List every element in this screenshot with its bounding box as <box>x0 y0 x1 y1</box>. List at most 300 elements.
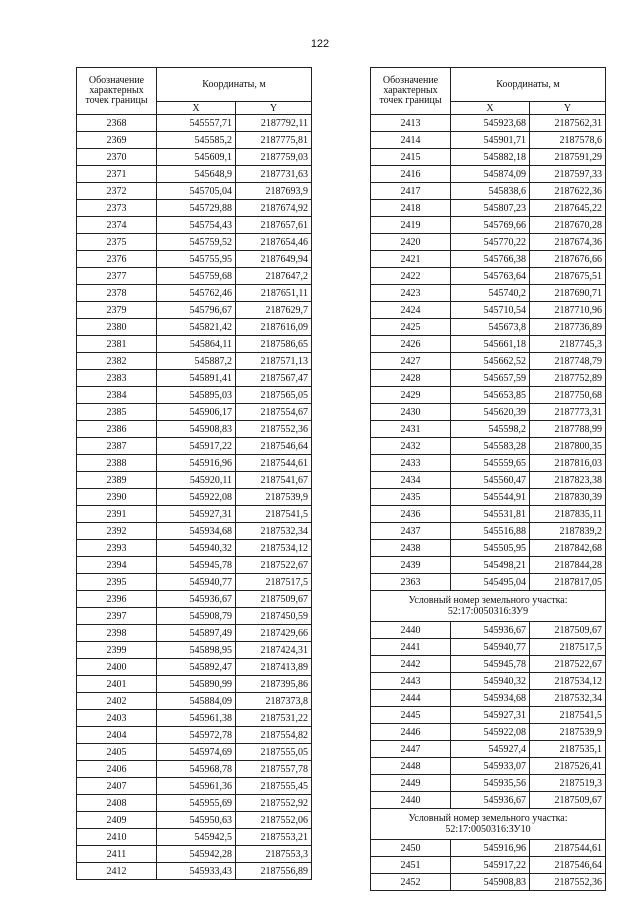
table-row <box>77 608 312 625</box>
point-id-cell: 2416 <box>371 166 451 183</box>
x-coordinate-cell: 545908,79 <box>157 608 236 625</box>
table-row <box>77 455 312 472</box>
x-coordinate-cell: 545882,18 <box>451 149 530 166</box>
y-coordinate-cell: 2187816,03 <box>530 455 606 472</box>
table-row <box>371 540 606 557</box>
header-y-label: Y <box>530 102 606 115</box>
point-id-cell: 2377 <box>77 268 157 285</box>
table-row <box>371 639 606 656</box>
x-coordinate-cell: 545906,17 <box>157 404 236 421</box>
point-id-cell: 2421 <box>371 251 451 268</box>
point-id-cell: 2391 <box>77 506 157 523</box>
x-coordinate-cell: 545901,71 <box>451 132 530 149</box>
point-id-cell: 2386 <box>77 421 157 438</box>
y-coordinate-cell: 2187532,34 <box>530 690 606 707</box>
x-coordinate-cell: 545890,99 <box>157 676 236 693</box>
x-coordinate-cell: 545898,95 <box>157 642 236 659</box>
table-row <box>77 234 312 251</box>
y-coordinate-cell: 2187522,67 <box>530 656 606 673</box>
point-id-cell: 2370 <box>77 149 157 166</box>
y-coordinate-cell: 2187645,22 <box>530 200 606 217</box>
header-point-label: Обозначение характерных точек границы <box>77 68 157 115</box>
point-id-cell: 2382 <box>77 353 157 370</box>
x-coordinate-cell: 545917,22 <box>157 438 236 455</box>
point-id-cell: 2436 <box>371 506 451 523</box>
y-coordinate-cell: 2187835,11 <box>530 506 606 523</box>
point-id-cell: 2413 <box>371 115 451 132</box>
table-row <box>371 115 606 132</box>
y-coordinate-cell: 2187830,39 <box>530 489 606 506</box>
point-id-cell: 2425 <box>371 319 451 336</box>
x-coordinate-cell: 545942,28 <box>157 846 236 863</box>
point-id-cell: 2428 <box>371 370 451 387</box>
y-coordinate-cell: 2187622,36 <box>530 183 606 200</box>
section-2-header <box>371 591 606 622</box>
x-coordinate-cell: 545583,28 <box>451 438 530 455</box>
y-coordinate-cell: 2187616,09 <box>236 319 312 336</box>
header-coords-label: Координаты, м <box>157 68 312 102</box>
point-id-cell: 2419 <box>371 217 451 234</box>
point-id-cell: 2434 <box>371 472 451 489</box>
x-coordinate-cell: 545505,95 <box>451 540 530 557</box>
y-coordinate-cell: 2187517,5 <box>236 574 312 591</box>
table-row <box>77 761 312 778</box>
table-row <box>371 132 606 149</box>
y-coordinate-cell: 2187750,68 <box>530 387 606 404</box>
y-coordinate-cell: 2187654,46 <box>236 234 312 251</box>
x-coordinate-cell: 545796,67 <box>157 302 236 319</box>
point-id-cell: 2411 <box>77 846 157 863</box>
table-row <box>371 775 606 792</box>
y-coordinate-cell: 2187649,94 <box>236 251 312 268</box>
y-coordinate-cell: 2187552,36 <box>530 874 606 891</box>
table-row <box>371 506 606 523</box>
point-id-cell: 2441 <box>371 639 451 656</box>
table-row <box>371 319 606 336</box>
x-coordinate-cell: 545673,8 <box>451 319 530 336</box>
table-row <box>371 455 606 472</box>
y-coordinate-cell: 2187555,05 <box>236 744 312 761</box>
table-row <box>77 829 312 846</box>
table-row <box>77 319 312 336</box>
table-row <box>371 353 606 370</box>
point-id-cell: 2420 <box>371 234 451 251</box>
x-coordinate-cell: 545940,77 <box>451 639 530 656</box>
table-row <box>77 795 312 812</box>
point-id-cell: 2414 <box>371 132 451 149</box>
y-coordinate-cell: 2187526,41 <box>530 758 606 775</box>
point-id-cell: 2404 <box>77 727 157 744</box>
point-id-cell: 2440 <box>371 792 451 809</box>
point-id-cell: 2401 <box>77 676 157 693</box>
page-number: 122 <box>310 38 330 50</box>
point-id-cell: 2423 <box>371 285 451 302</box>
point-id-cell: 2415 <box>371 149 451 166</box>
point-id-cell: 2375 <box>77 234 157 251</box>
x-coordinate-cell: 545922,08 <box>451 724 530 741</box>
table-row <box>371 370 606 387</box>
x-coordinate-cell: 545945,78 <box>451 656 530 673</box>
table-row <box>77 285 312 302</box>
x-coordinate-cell: 545940,77 <box>157 574 236 591</box>
y-coordinate-cell: 2187554,82 <box>236 727 312 744</box>
y-coordinate-cell: 2187555,45 <box>236 778 312 795</box>
x-coordinate-cell: 545940,32 <box>451 673 530 690</box>
table-row <box>371 574 606 591</box>
table-row <box>371 840 606 857</box>
table-row <box>371 200 606 217</box>
table-row <box>77 472 312 489</box>
point-id-cell: 2410 <box>77 829 157 846</box>
x-coordinate-cell: 545935,56 <box>451 775 530 792</box>
point-id-cell: 2383 <box>77 370 157 387</box>
y-coordinate-cell: 2187788,99 <box>530 421 606 438</box>
point-id-cell: 2403 <box>77 710 157 727</box>
x-coordinate-cell: 545927,4 <box>451 741 530 758</box>
y-coordinate-cell: 2187429,66 <box>236 625 312 642</box>
x-coordinate-cell: 545936,67 <box>451 792 530 809</box>
table-row <box>77 727 312 744</box>
x-coordinate-cell: 545920,11 <box>157 472 236 489</box>
x-coordinate-cell: 545498,21 <box>451 557 530 574</box>
x-coordinate-cell: 545557,71 <box>157 115 236 132</box>
y-coordinate-cell: 2187509,67 <box>530 792 606 809</box>
point-id-cell: 2432 <box>371 438 451 455</box>
header-coords-label: Координаты, м <box>451 68 606 102</box>
table-row <box>371 387 606 404</box>
point-id-cell: 2407 <box>77 778 157 795</box>
y-coordinate-cell: 2187553,21 <box>236 829 312 846</box>
point-id-cell: 2430 <box>371 404 451 421</box>
table-row <box>77 846 312 863</box>
x-coordinate-cell: 545961,38 <box>157 710 236 727</box>
point-id-cell: 2398 <box>77 625 157 642</box>
section-2-title: Условный номер земельного участка: 52:17:0050316:ЗУ9 <box>371 591 606 622</box>
y-coordinate-cell: 2187731,63 <box>236 166 312 183</box>
y-coordinate-cell: 2187844,28 <box>530 557 606 574</box>
x-coordinate-cell: 545891,41 <box>157 370 236 387</box>
x-coordinate-cell: 545770,22 <box>451 234 530 251</box>
y-coordinate-cell: 2187674,36 <box>530 234 606 251</box>
table-row <box>371 217 606 234</box>
x-coordinate-cell: 545531,81 <box>451 506 530 523</box>
y-coordinate-cell: 2187532,34 <box>236 523 312 540</box>
y-coordinate-cell: 2187670,28 <box>530 217 606 234</box>
x-coordinate-cell: 545585,2 <box>157 132 236 149</box>
y-coordinate-cell: 2187552,36 <box>236 421 312 438</box>
table-row <box>371 673 606 690</box>
table-row <box>371 741 606 758</box>
x-coordinate-cell: 545908,83 <box>451 874 530 891</box>
x-coordinate-cell: 545807,23 <box>451 200 530 217</box>
header-point-label: Обозначение характерных точек границы <box>371 68 451 115</box>
x-coordinate-cell: 545934,68 <box>451 690 530 707</box>
point-id-cell: 2450 <box>371 840 451 857</box>
table-row <box>77 132 312 149</box>
x-coordinate-cell: 545657,59 <box>451 370 530 387</box>
table-row <box>371 421 606 438</box>
point-id-cell: 2445 <box>371 707 451 724</box>
y-coordinate-cell: 2187674,92 <box>236 200 312 217</box>
table-row <box>77 778 312 795</box>
x-coordinate-cell: 545653,85 <box>451 387 530 404</box>
y-coordinate-cell: 2187839,2 <box>530 523 606 540</box>
right-table-body-part-3 <box>371 840 606 891</box>
y-coordinate-cell: 2187450,59 <box>236 608 312 625</box>
x-coordinate-cell: 545874,09 <box>451 166 530 183</box>
point-id-cell: 2376 <box>77 251 157 268</box>
y-coordinate-cell: 2187657,61 <box>236 217 312 234</box>
point-id-cell: 2439 <box>371 557 451 574</box>
y-coordinate-cell: 2187413,89 <box>236 659 312 676</box>
table-row <box>77 404 312 421</box>
point-id-cell: 2435 <box>371 489 451 506</box>
point-id-cell: 2452 <box>371 874 451 891</box>
x-coordinate-cell: 545620,39 <box>451 404 530 421</box>
point-id-cell: 2417 <box>371 183 451 200</box>
y-coordinate-cell: 2187544,61 <box>236 455 312 472</box>
table-row <box>77 540 312 557</box>
x-coordinate-cell: 545908,83 <box>157 421 236 438</box>
y-coordinate-cell: 2187676,66 <box>530 251 606 268</box>
point-id-cell: 2442 <box>371 656 451 673</box>
y-coordinate-cell: 2187556,89 <box>236 863 312 880</box>
point-id-cell: 2409 <box>77 812 157 829</box>
table-row <box>77 370 312 387</box>
table-row <box>371 234 606 251</box>
x-coordinate-cell: 545961,36 <box>157 778 236 795</box>
point-id-cell: 2394 <box>77 557 157 574</box>
table-row <box>371 707 606 724</box>
point-id-cell: 2448 <box>371 758 451 775</box>
x-coordinate-cell: 545516,88 <box>451 523 530 540</box>
x-coordinate-cell: 545922,08 <box>157 489 236 506</box>
y-coordinate-cell: 2187567,47 <box>236 370 312 387</box>
y-coordinate-cell: 2187690,71 <box>530 285 606 302</box>
x-coordinate-cell: 545916,96 <box>157 455 236 472</box>
point-id-cell: 2424 <box>371 302 451 319</box>
point-id-cell: 2446 <box>371 724 451 741</box>
point-id-cell: 2429 <box>371 387 451 404</box>
table-row <box>77 115 312 132</box>
y-coordinate-cell: 2187539,9 <box>530 724 606 741</box>
table-row <box>371 622 606 639</box>
point-id-cell: 2387 <box>77 438 157 455</box>
point-id-cell: 2372 <box>77 183 157 200</box>
y-coordinate-cell: 2187509,67 <box>236 591 312 608</box>
y-coordinate-cell: 2187546,64 <box>530 857 606 874</box>
point-id-cell: 2426 <box>371 336 451 353</box>
y-coordinate-cell: 2187541,67 <box>236 472 312 489</box>
table-row <box>77 302 312 319</box>
point-id-cell: 2447 <box>371 741 451 758</box>
y-coordinate-cell: 2187591,29 <box>530 149 606 166</box>
x-coordinate-cell: 545927,31 <box>157 506 236 523</box>
x-coordinate-cell: 545916,96 <box>451 840 530 857</box>
y-coordinate-cell: 2187693,9 <box>236 183 312 200</box>
x-coordinate-cell: 545934,68 <box>157 523 236 540</box>
table-row <box>77 217 312 234</box>
x-coordinate-cell: 545755,95 <box>157 251 236 268</box>
y-coordinate-cell: 2187817,05 <box>530 574 606 591</box>
y-coordinate-cell: 2187395,86 <box>236 676 312 693</box>
point-id-cell: 2395 <box>77 574 157 591</box>
point-id-cell: 2443 <box>371 673 451 690</box>
x-coordinate-cell: 545662,52 <box>451 353 530 370</box>
table-row <box>371 690 606 707</box>
x-coordinate-cell: 545598,2 <box>451 421 530 438</box>
y-coordinate-cell: 2187373,8 <box>236 693 312 710</box>
table-row <box>77 812 312 829</box>
x-coordinate-cell: 545759,68 <box>157 268 236 285</box>
point-id-cell: 2427 <box>371 353 451 370</box>
point-id-cell: 2389 <box>77 472 157 489</box>
table-row <box>77 591 312 608</box>
point-id-cell: 2385 <box>77 404 157 421</box>
point-id-cell: 2368 <box>77 115 157 132</box>
point-id-cell: 2451 <box>371 857 451 874</box>
point-id-cell: 2422 <box>371 268 451 285</box>
header-x-label: X <box>157 102 236 115</box>
y-coordinate-cell: 2187586,65 <box>236 336 312 353</box>
table-row <box>371 336 606 353</box>
point-id-cell: 2412 <box>77 863 157 880</box>
point-id-cell: 2363 <box>371 574 451 591</box>
point-id-cell: 2396 <box>77 591 157 608</box>
x-coordinate-cell: 545887,2 <box>157 353 236 370</box>
y-coordinate-cell: 2187522,67 <box>236 557 312 574</box>
table-row <box>77 863 312 880</box>
table-row <box>371 489 606 506</box>
x-coordinate-cell: 545895,03 <box>157 387 236 404</box>
table-row <box>77 166 312 183</box>
x-coordinate-cell: 545763,64 <box>451 268 530 285</box>
x-coordinate-cell: 545897,49 <box>157 625 236 642</box>
point-id-cell: 2392 <box>77 523 157 540</box>
table-row <box>371 656 606 673</box>
point-id-cell: 2402 <box>77 693 157 710</box>
y-coordinate-cell: 2187534,12 <box>236 540 312 557</box>
table-row <box>371 557 606 574</box>
point-id-cell: 2380 <box>77 319 157 336</box>
point-id-cell: 2371 <box>77 166 157 183</box>
table-row <box>77 676 312 693</box>
x-coordinate-cell: 545838,6 <box>451 183 530 200</box>
left-table-body <box>77 115 312 880</box>
x-coordinate-cell: 545933,43 <box>157 863 236 880</box>
y-coordinate-cell: 2187675,51 <box>530 268 606 285</box>
table-row <box>77 353 312 370</box>
point-id-cell: 2431 <box>371 421 451 438</box>
point-id-cell: 2405 <box>77 744 157 761</box>
point-id-cell: 2438 <box>371 540 451 557</box>
table-row <box>77 710 312 727</box>
y-coordinate-cell: 2187424,31 <box>236 642 312 659</box>
y-coordinate-cell: 2187597,33 <box>530 166 606 183</box>
y-coordinate-cell: 2187519,3 <box>530 775 606 792</box>
y-coordinate-cell: 2187541,5 <box>530 707 606 724</box>
point-id-cell: 2379 <box>77 302 157 319</box>
y-coordinate-cell: 2187534,12 <box>530 673 606 690</box>
x-coordinate-cell: 545754,43 <box>157 217 236 234</box>
table-row <box>77 421 312 438</box>
table-row <box>371 183 606 200</box>
table-row <box>77 438 312 455</box>
y-coordinate-cell: 2187531,22 <box>236 710 312 727</box>
section-3-title: Условный номер земельного участка: 52:17:0050316:ЗУ10 <box>371 809 606 840</box>
table-row <box>77 183 312 200</box>
table-row <box>371 438 606 455</box>
table-row <box>77 642 312 659</box>
y-coordinate-cell: 2187557,78 <box>236 761 312 778</box>
y-coordinate-cell: 2187517,5 <box>530 639 606 656</box>
y-coordinate-cell: 2187552,06 <box>236 812 312 829</box>
point-id-cell: 2397 <box>77 608 157 625</box>
x-coordinate-cell: 545559,65 <box>451 455 530 472</box>
x-coordinate-cell: 545955,69 <box>157 795 236 812</box>
table-row <box>371 149 606 166</box>
x-coordinate-cell: 545950,63 <box>157 812 236 829</box>
y-coordinate-cell: 2187752,89 <box>530 370 606 387</box>
table-row <box>371 758 606 775</box>
y-coordinate-cell: 2187710,96 <box>530 302 606 319</box>
table-row <box>77 506 312 523</box>
x-coordinate-cell: 545762,46 <box>157 285 236 302</box>
point-id-cell: 2400 <box>77 659 157 676</box>
x-coordinate-cell: 545766,38 <box>451 251 530 268</box>
y-coordinate-cell: 2187578,6 <box>530 132 606 149</box>
point-id-cell: 2373 <box>77 200 157 217</box>
y-coordinate-cell: 2187541,5 <box>236 506 312 523</box>
y-coordinate-cell: 2187629,7 <box>236 302 312 319</box>
table-row <box>371 166 606 183</box>
right-table-body-part-1 <box>371 115 606 591</box>
y-coordinate-cell: 2187552,92 <box>236 795 312 812</box>
y-coordinate-cell: 2187554,67 <box>236 404 312 421</box>
table-row <box>77 523 312 540</box>
y-coordinate-cell: 2187571,13 <box>236 353 312 370</box>
x-coordinate-cell: 545892,47 <box>157 659 236 676</box>
point-id-cell: 2418 <box>371 200 451 217</box>
x-coordinate-cell: 545495,04 <box>451 574 530 591</box>
x-coordinate-cell: 545661,18 <box>451 336 530 353</box>
x-coordinate-cell: 545974,69 <box>157 744 236 761</box>
point-id-cell: 2381 <box>77 336 157 353</box>
y-coordinate-cell: 2187509,67 <box>530 622 606 639</box>
y-coordinate-cell: 2187775,81 <box>236 132 312 149</box>
x-coordinate-cell: 545936,67 <box>451 622 530 639</box>
y-coordinate-cell: 2187748,79 <box>530 353 606 370</box>
table-row <box>77 251 312 268</box>
x-coordinate-cell: 545740,2 <box>451 285 530 302</box>
y-coordinate-cell: 2187823,38 <box>530 472 606 489</box>
table-row <box>371 302 606 319</box>
table-row <box>77 489 312 506</box>
point-id-cell: 2433 <box>371 455 451 472</box>
point-id-cell: 2408 <box>77 795 157 812</box>
y-coordinate-cell: 2187759,03 <box>236 149 312 166</box>
table-row <box>371 724 606 741</box>
point-id-cell: 2437 <box>371 523 451 540</box>
point-id-cell: 2388 <box>77 455 157 472</box>
x-coordinate-cell: 545942,5 <box>157 829 236 846</box>
y-coordinate-cell: 2187736,89 <box>530 319 606 336</box>
table-row <box>77 744 312 761</box>
section-3-header <box>371 809 606 840</box>
x-coordinate-cell: 545769,66 <box>451 217 530 234</box>
table-row <box>371 874 606 891</box>
x-coordinate-cell: 545560,47 <box>451 472 530 489</box>
